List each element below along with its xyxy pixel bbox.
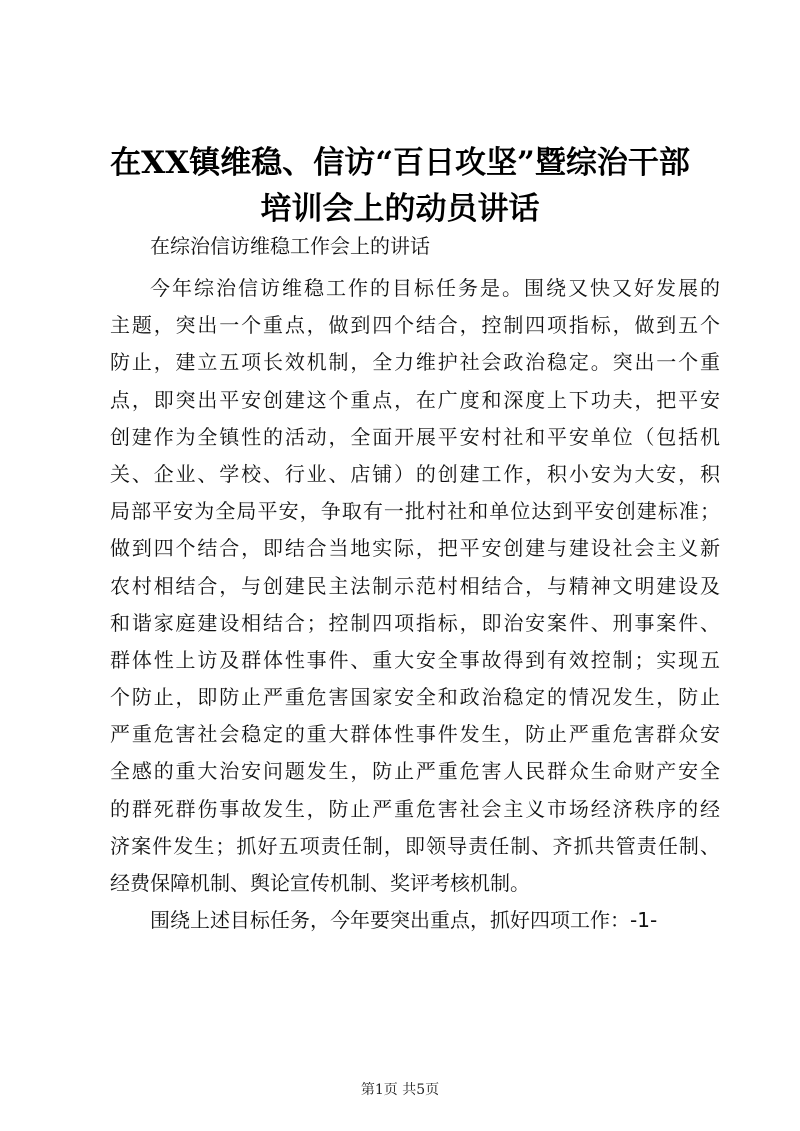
body-line: 全感的重大治安问题发生，防止严重危害人民群众生命财产安全 — [110, 759, 720, 784]
body-line: 的群死群伤事故发生，防止严重危害社会主义市场经济秩序的经 — [110, 796, 720, 821]
body-line: 主题，突出一个重点，做到四个结合，控制四项指标，做到五个 — [110, 313, 720, 338]
body-line: 局部平安为全局平安，争取有一批村社和单位达到平安创建标准； — [110, 499, 720, 524]
document-body — [110, 270, 720, 939]
body-line: 今年综治信访维稳工作的目标任务是。围绕又快又好发展的 — [150, 276, 720, 300]
body-line: 群体性上访及群体性事件、重大安全事故得到有效控制；实现五 — [110, 647, 720, 672]
body-line: 和谐家庭建设相结合；控制四项指标，即治安案件、刑事案件、 — [110, 610, 720, 635]
document-subtitle: 在综治信访维稳工作会上的讲话 — [150, 234, 430, 258]
document-title — [60, 140, 740, 232]
body-line: 做到四个结合，即结合当地实际，把平安创建与建设社会主义新 — [110, 536, 720, 561]
body-line: 严重危害社会稳定的重大群体性事件发生，防止严重危害群众安 — [110, 722, 720, 747]
body-line: 个防止，即防止严重危害国家安全和政治稳定的情况发生，防止 — [110, 685, 720, 710]
body-line: 围绕上述目标任务，今年要突出重点，抓好四项工作：-1- — [150, 908, 658, 933]
body-line: 创建作为全镇性的活动，全面开展平安村社和平安单位（包括机 — [110, 424, 720, 449]
body-line: 点，即突出平安创建这个重点，在广度和深度上下功夫，把平安 — [110, 387, 720, 412]
title-line-1: 在XX镇维稳、信访“百日攻坚”暨综治干部 — [110, 145, 690, 181]
page-footer: 第1页 共5页 — [360, 1082, 440, 1098]
body-line: 防止，建立五项长效机制，全力维护社会政治稳定。突出一个重 — [110, 350, 720, 375]
body-line: 农村相结合，与创建民主法制示范村相结合，与精神文明建设及 — [110, 573, 720, 598]
body-line: 经费保障机制、舆论宣传机制、奖评考核机制。 — [110, 871, 530, 895]
body-line: 济案件发生；抓好五项责任制，即领导责任制、齐抓共管责任制、 — [110, 833, 720, 858]
title-line-2: 培训会上的动员讲话 — [260, 191, 540, 227]
body-line: 关、企业、学校、行业、店铺）的创建工作，积小安为大安，积 — [110, 461, 720, 486]
